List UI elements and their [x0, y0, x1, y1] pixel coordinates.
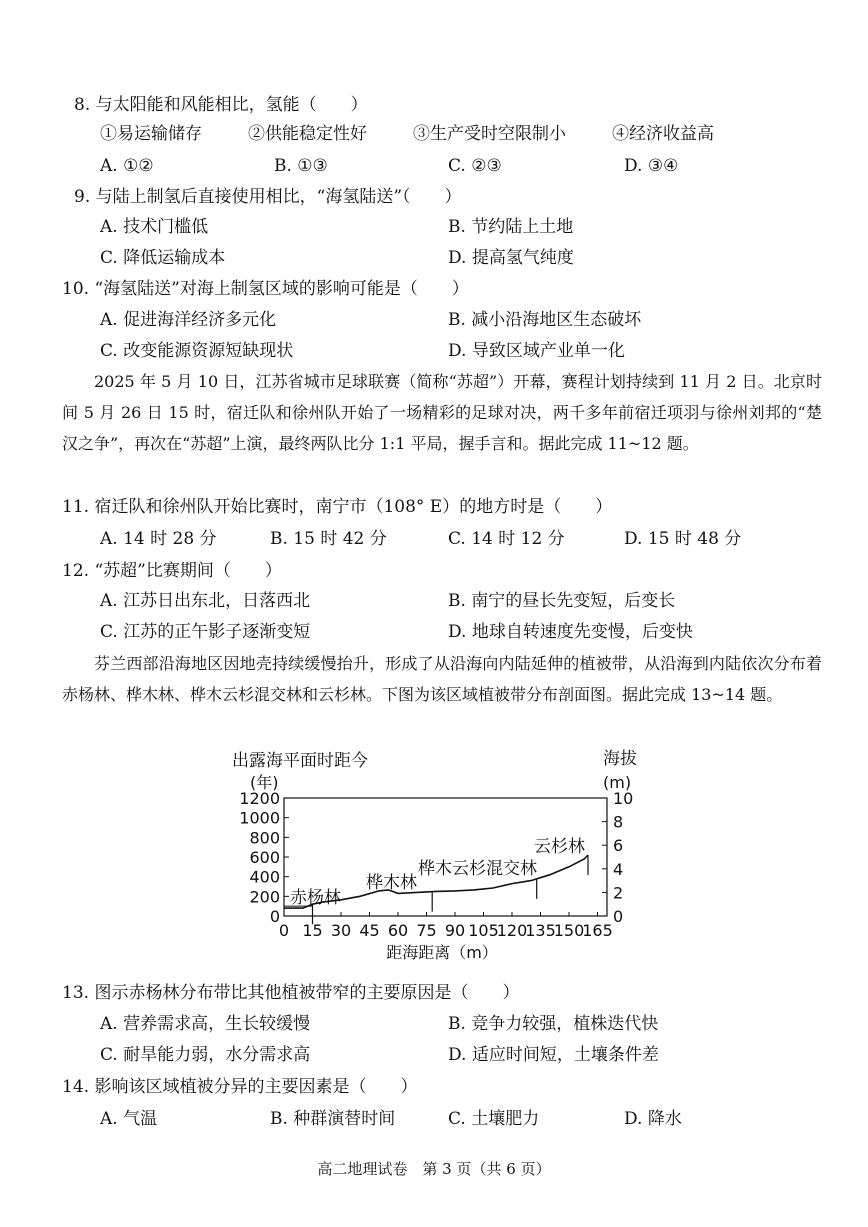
- right-tick-label-4: 8: [613, 812, 624, 832]
- x-tick-label-7: 105: [468, 921, 499, 940]
- right-tick-label-1: 2: [613, 883, 624, 903]
- zone-label-2: 桦木云杉混交林: [418, 859, 537, 879]
- q9-stem: 9. 与陆上制氢后直接使用相比，“海氢陆送”（ ）: [74, 187, 462, 207]
- q8-item-3: ③生产受时空限制小: [413, 124, 566, 144]
- x-tick-label-11: 165: [582, 921, 613, 940]
- q8-option-b: B. ①③: [274, 156, 328, 176]
- q14-option-c: C. 土壤肥力: [448, 1109, 540, 1129]
- zone-label-3: 云杉林: [534, 837, 585, 857]
- q13-stem: 13. 图示赤杨林分布带比其他植被带窄的主要原因是（ ）: [62, 983, 520, 1003]
- left-axis-title: 出露海平面时距今: [232, 751, 368, 771]
- q10-stem: 10. “海氢陆送”对海上制氢区域的影响可能是（ ）: [62, 279, 469, 299]
- left-axis-unit: (年): [250, 773, 279, 792]
- right-tick-label-2: 4: [613, 859, 624, 879]
- x-tick-label-8: 120: [496, 921, 528, 940]
- q12-stem: 12. “苏超”比赛期间（ ）: [62, 561, 282, 581]
- q14-option-a: A. 气温: [100, 1109, 158, 1129]
- q9-option-d: D. 提高氢气纯度: [448, 248, 574, 268]
- q13-option-d: D. 适应时间短，土壤条件差: [448, 1045, 659, 1065]
- q11-option-d: D. 15 时 48 分: [624, 529, 742, 549]
- x-tick-label-5: 75: [416, 921, 437, 940]
- vegetation-profile-chart: [0, 740, 868, 980]
- q11-option-a: A. 14 时 28 分: [100, 529, 217, 549]
- right-tick-label-0: 0: [613, 907, 624, 926]
- q12-option-c: C. 江苏的正午影子逐渐变短: [100, 622, 311, 642]
- q8-stem: 8. 与太阳能和风能相比，氢能（ ）: [74, 95, 368, 115]
- right-tick-label-5: 10: [613, 789, 634, 808]
- q8-item-2: ②供能稳定性好: [248, 124, 367, 144]
- x-tick-label-0: 0: [278, 921, 290, 940]
- q9-option-b: B. 节约陆上土地: [448, 217, 574, 237]
- x-axis-title: 距海距离（m）: [386, 943, 498, 962]
- q8-item-4: ④经济收益高: [612, 124, 714, 144]
- x-tick-label-1: 15: [302, 921, 323, 940]
- x-tick-label-9: 135: [525, 921, 556, 940]
- q11-option-b: B. 15 时 42 分: [270, 529, 387, 549]
- q8-option-d: D. ③④: [624, 156, 679, 176]
- zone-label-0: 赤杨林: [290, 888, 341, 908]
- x-tick-label-6: 90: [444, 921, 466, 940]
- left-tick-label-5: 1000: [239, 808, 280, 828]
- left-tick-label-6: 1200: [239, 789, 280, 808]
- right-axis-unit: (m): [603, 773, 632, 792]
- q10-option-c: C. 改变能源资源短缺现状: [100, 341, 294, 361]
- q9-option-a: A. 技术门槛低: [100, 217, 209, 237]
- q12-option-b: B. 南宁的昼长先变短，后变长: [448, 591, 676, 611]
- left-tick-label-3: 600: [249, 848, 280, 867]
- passage-finland: 芬兰西部沿海地区因地壳持续缓慢抬升，形成了从沿海向内陆延伸的植被带，从沿海到内陆依次分布着赤杨林、桦木林、桦木云杉混交林和云杉林。下图为该区域植被带分布剖面图。据此完成 13~14 题。: [62, 654, 822, 704]
- q13-option-b: B. 竞争力较强，植株迭代快: [448, 1014, 659, 1034]
- x-tick-label-10: 150: [553, 921, 585, 940]
- q8-option-a: A. ①②: [100, 156, 154, 176]
- page-footer: 高二地理试卷 第 3 页（共 6 页）: [317, 1160, 551, 1178]
- x-tick-label-2: 30: [330, 921, 352, 940]
- q8-option-c: C. ②③: [448, 156, 502, 176]
- q14-option-b: B. 种群演替时间: [270, 1109, 396, 1129]
- q11-option-c: C. 14 时 12 分: [448, 529, 565, 549]
- q13-option-c: C. 耐旱能力弱，水分需求高: [100, 1045, 311, 1065]
- q10-option-b: B. 减小沿海地区生态破坏: [448, 310, 642, 330]
- left-tick-label-4: 800: [249, 828, 280, 848]
- left-tick-label-1: 200: [249, 887, 280, 907]
- q13-option-a: A. 营养需求高，生长较缓慢: [100, 1014, 311, 1034]
- passage-suchao: 2025 年 5 月 10 日，江苏省城市足球联赛（简称“苏超”）开幕，赛程计划持续到 11 月 2 日。北京时间 5 月 26 日 15 时，宿迁队和徐州队开始了一场精彩的足球对决，两千多年前宿迁项羽与徐州刘邦的“楚汉之争”，再次在“苏超”上演，最终两队比分 1:1 平局，握手言和。据此完成 11~12 题。: [62, 372, 822, 453]
- right-tick-label-3: 6: [613, 836, 624, 856]
- q12-option-d: D. 地球自转速度先变慢，后变快: [448, 622, 693, 642]
- x-tick-label-3: 45: [359, 921, 380, 940]
- right-axis-title: 海拔: [603, 749, 637, 769]
- q11-stem: 11. 宿迁队和徐州队开始比赛时，南宁市（108° E）的地方时是（ ）: [62, 497, 613, 517]
- zone-label-1: 桦木林: [366, 873, 417, 893]
- x-tick-label-4: 60: [387, 921, 409, 940]
- q9-option-c: C. 降低运输成本: [100, 248, 226, 268]
- q10-option-a: A. 促进海洋经济多元化: [100, 310, 277, 330]
- q12-option-a: A. 江苏日出东北，日落西北: [100, 591, 311, 611]
- q14-stem: 14. 影响该区域植被分异的主要因素是（ ）: [62, 1077, 418, 1097]
- q10-option-d: D. 导致区域产业单一化: [448, 341, 625, 361]
- left-tick-label-0: 0: [269, 907, 280, 926]
- q8-item-1: ①易运输储存: [100, 124, 202, 144]
- left-tick-label-2: 400: [249, 867, 280, 887]
- q14-option-d: D. 降水: [624, 1109, 682, 1129]
